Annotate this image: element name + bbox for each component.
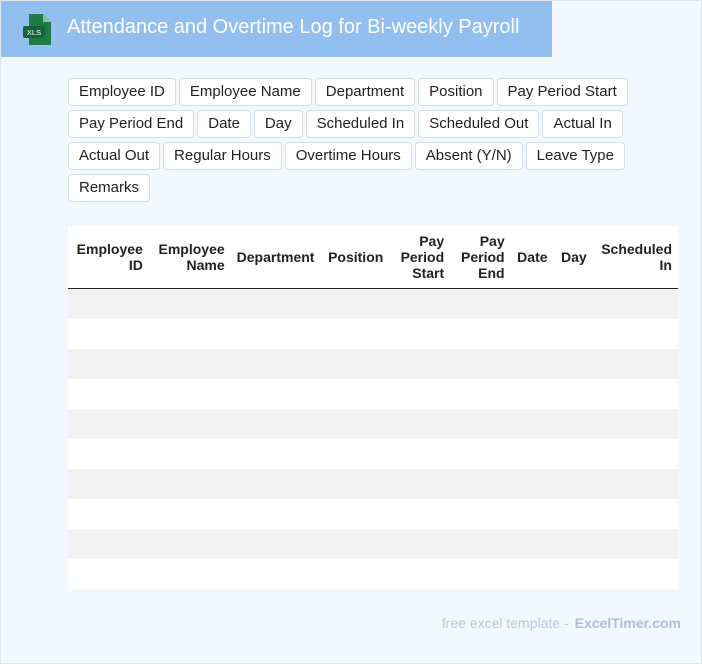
field-chip[interactable]: Remarks (68, 174, 150, 202)
table-cell[interactable] (149, 319, 231, 349)
table-cell[interactable] (320, 469, 389, 499)
field-chip[interactable]: Department (315, 78, 415, 106)
excel-file-icon (23, 14, 51, 45)
table-cell[interactable] (320, 409, 389, 439)
table-cell[interactable] (231, 559, 321, 589)
table-cell[interactable] (68, 529, 149, 559)
table-cell[interactable] (68, 559, 149, 589)
table-cell[interactable] (554, 409, 593, 439)
table-cell[interactable] (593, 319, 678, 349)
table-cell[interactable] (593, 439, 678, 469)
table-row (68, 349, 678, 379)
attendance-table-container[interactable] (68, 226, 678, 589)
column-header[interactable]: Position (320, 226, 389, 288)
column-header[interactable]: Date (511, 226, 554, 288)
table-cell[interactable] (231, 439, 321, 469)
column-header[interactable]: Pay Period End (450, 226, 510, 288)
table-cell[interactable] (450, 319, 510, 349)
table-cell[interactable] (320, 319, 389, 349)
field-chip[interactable]: Leave Type (526, 142, 625, 170)
table-cell[interactable] (593, 499, 678, 529)
table-row (68, 319, 678, 349)
table-row (68, 409, 678, 439)
table-row (68, 288, 678, 319)
table-cell[interactable] (511, 529, 554, 559)
attendance-table (68, 226, 678, 589)
table-cell[interactable] (149, 379, 231, 409)
field-chip[interactable]: Day (254, 110, 303, 138)
table-cell[interactable] (593, 559, 678, 589)
column-header[interactable]: Day (554, 226, 593, 288)
table-cell[interactable] (450, 379, 510, 409)
field-chip[interactable]: Actual Out (68, 142, 160, 170)
excel-icon-label: XLS (26, 28, 42, 37)
table-cell[interactable] (389, 469, 450, 499)
field-chip[interactable]: Actual In (542, 110, 622, 138)
table-cell[interactable] (149, 529, 231, 559)
table-cell[interactable] (554, 319, 593, 349)
table-cell[interactable] (149, 288, 231, 319)
table-cell[interactable] (511, 379, 554, 409)
table-cell[interactable] (68, 319, 149, 349)
table-cell[interactable] (389, 529, 450, 559)
field-chip-list (68, 78, 668, 202)
table-cell[interactable] (450, 529, 510, 559)
table-cell[interactable] (231, 499, 321, 529)
table-cell[interactable] (320, 499, 389, 529)
field-chip[interactable]: Position (418, 78, 493, 106)
table-cell[interactable] (320, 439, 389, 469)
column-header[interactable]: Scheduled In (593, 226, 678, 288)
table-cell[interactable] (593, 379, 678, 409)
table-cell[interactable] (511, 409, 554, 439)
field-chip[interactable]: Date (197, 110, 251, 138)
table-cell[interactable] (320, 288, 389, 319)
table-cell[interactable] (231, 349, 321, 379)
table-cell[interactable] (68, 349, 149, 379)
table-cell[interactable] (511, 439, 554, 469)
table-row (68, 469, 678, 499)
table-cell[interactable] (554, 288, 593, 319)
table-cell[interactable] (554, 499, 593, 529)
field-chip[interactable]: Pay Period End (68, 110, 194, 138)
table-cell[interactable] (554, 439, 593, 469)
field-chip[interactable]: Employee ID (68, 78, 176, 106)
footer-brand-link[interactable]: ExcelTimer.com (574, 615, 681, 631)
table-cell[interactable] (320, 559, 389, 589)
table-cell[interactable] (511, 559, 554, 589)
table-body (68, 288, 678, 589)
table-cell[interactable] (389, 288, 450, 319)
table-cell[interactable] (68, 469, 149, 499)
table-cell[interactable] (593, 469, 678, 499)
table-cell[interactable] (149, 349, 231, 379)
table-cell[interactable] (554, 349, 593, 379)
field-chip[interactable]: Scheduled In (306, 110, 416, 138)
title-banner (1, 1, 552, 57)
column-header[interactable]: Employee ID (68, 226, 149, 288)
table-cell[interactable] (231, 379, 321, 409)
table-cell[interactable] (554, 529, 593, 559)
table-cell[interactable] (389, 409, 450, 439)
table-cell[interactable] (149, 559, 231, 589)
table-cell[interactable] (320, 349, 389, 379)
field-chip[interactable]: Absent (Y/N) (415, 142, 523, 170)
field-chip[interactable]: Employee Name (179, 78, 312, 106)
table-cell[interactable] (149, 439, 231, 469)
table-cell[interactable] (320, 529, 389, 559)
table-cell[interactable] (450, 409, 510, 439)
field-chip[interactable]: Regular Hours (163, 142, 282, 170)
table-cell[interactable] (231, 469, 321, 499)
table-cell[interactable] (450, 439, 510, 469)
table-cell[interactable] (389, 379, 450, 409)
column-header[interactable]: Pay Period Start (389, 226, 450, 288)
column-header[interactable]: Department (231, 226, 321, 288)
field-chip[interactable]: Scheduled Out (418, 110, 539, 138)
table-cell[interactable] (389, 319, 450, 349)
table-row (68, 439, 678, 469)
table-cell[interactable] (149, 409, 231, 439)
page-title: Attendance and Overtime Log for Bi-weekly Payroll (67, 16, 520, 38)
table-cell[interactable] (593, 409, 678, 439)
table-cell[interactable] (231, 529, 321, 559)
table-cell[interactable] (450, 288, 510, 319)
table-cell[interactable] (231, 319, 321, 349)
table-cell[interactable] (593, 529, 678, 559)
table-cell[interactable] (450, 349, 510, 379)
table-header-row (68, 226, 678, 288)
table-cell[interactable] (389, 559, 450, 589)
table-cell[interactable] (554, 379, 593, 409)
table-cell[interactable] (593, 349, 678, 379)
table-cell[interactable] (389, 439, 450, 469)
table-cell[interactable] (68, 379, 149, 409)
table-row (68, 499, 678, 529)
table-cell[interactable] (389, 499, 450, 529)
field-chip[interactable]: Pay Period Start (497, 78, 628, 106)
table-cell[interactable] (450, 499, 510, 529)
table-cell[interactable] (511, 349, 554, 379)
table-row (68, 379, 678, 409)
table-cell[interactable] (450, 469, 510, 499)
footer-text: free excel template - (441, 615, 569, 631)
table-cell[interactable] (149, 499, 231, 529)
table-cell[interactable] (68, 409, 149, 439)
table-cell[interactable] (320, 379, 389, 409)
field-chip[interactable]: Overtime Hours (285, 142, 412, 170)
table-cell[interactable] (231, 288, 321, 319)
table-cell[interactable] (593, 288, 678, 319)
table-cell[interactable] (68, 288, 149, 319)
table-cell[interactable] (554, 559, 593, 589)
table-cell[interactable] (149, 469, 231, 499)
table-cell[interactable] (511, 469, 554, 499)
table-row (68, 529, 678, 559)
table-cell[interactable] (389, 349, 450, 379)
table-cell[interactable] (554, 469, 593, 499)
table-cell[interactable] (231, 409, 321, 439)
table-cell[interactable] (511, 288, 554, 319)
table-cell[interactable] (511, 499, 554, 529)
table-cell[interactable] (450, 559, 510, 589)
column-header[interactable]: Employee Name (149, 226, 231, 288)
table-cell[interactable] (68, 499, 149, 529)
table-cell[interactable] (68, 439, 149, 469)
footer-credit (442, 615, 681, 631)
table-cell[interactable] (511, 319, 554, 349)
table-row (68, 559, 678, 589)
